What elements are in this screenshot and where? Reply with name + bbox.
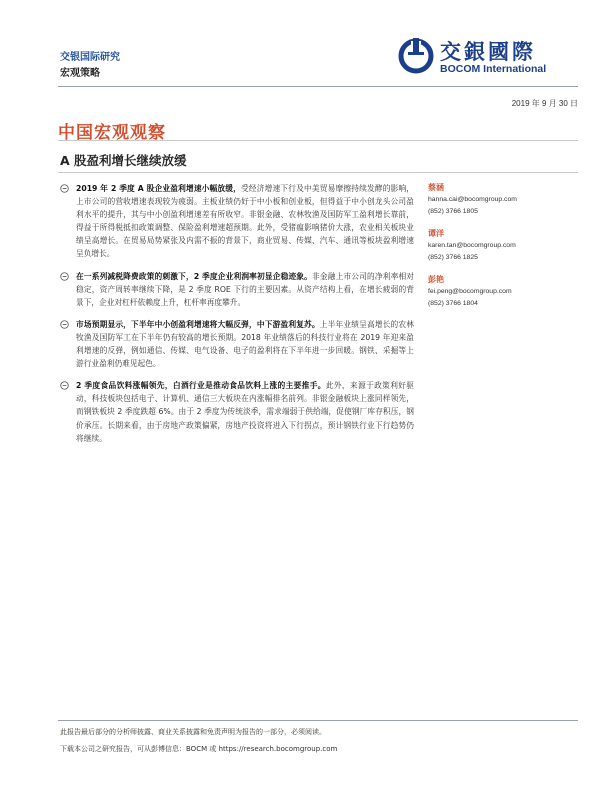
report-series: 宏观策略 (60, 68, 100, 79)
footer-disclaimer: 此报告最后部分的分析师披露、商业关系披露和免责声明为报告的一部分，必须阅读。 (60, 728, 326, 736)
logo-chinese-text: 交銀國際 (440, 39, 536, 64)
key-point (60, 379, 414, 444)
key-point-lead: 在一系列减税降费政策的刺激下，2 季度企业利润率初显企稳迹象。 (76, 271, 313, 281)
key-point (60, 318, 414, 370)
key-point-lead: 2 季度食品饮料涨幅领先，白酒行业是推动食品饮料上涨的主要推手。 (76, 381, 326, 391)
circle-minus-bullet-icon (60, 381, 69, 390)
analyst-name: 彭艳 (428, 275, 444, 284)
key-point (60, 182, 414, 261)
analyst-card (428, 182, 578, 217)
analyst-card (428, 274, 578, 309)
footer-divider (58, 720, 578, 721)
analyst-name: 蔡涵 (428, 183, 444, 192)
circle-minus-bullet-icon (60, 184, 69, 193)
analyst-phone: (852) 3766 1804 (428, 299, 478, 307)
header-divider (58, 86, 578, 87)
report-subtitle: A 股盈利增长继续放缓 (60, 153, 187, 168)
circle-minus-bullet-icon (60, 320, 69, 329)
logo-english-text: BOCOM International (440, 63, 547, 75)
title-divider (58, 140, 578, 141)
circle-minus-bullet-icon (60, 272, 69, 281)
key-point (60, 270, 414, 309)
footer-download-note[interactable]: 下载本公司之研究报告，可从彭博信息：BOCM 或 https://research.bocomgroup.com (60, 745, 338, 753)
key-point-body: 非金融上市公司的净利率相对稳定，资产周转率继续下降，是 2 季度 ROE 下行的主要因素。从资产结构上看，在增长疲弱的背景下，企业对杠杆依赖度上升，杠杆率再度攀升。 (76, 271, 414, 307)
key-point-body: 上半年业绩呈高增长的农林牧渔及国防军工在下半年仍有较高的增长预期。2018 年业绩落后的科技行业将在 2019 年迎来盈利增速的反弹，例如通信、传媒、电气设备、电子的盈利将在下半年进一步回暖。钢铁、采掘等上游行业盈利仍难见起色。 (76, 319, 414, 369)
analyst-email[interactable]: karen.tan@bocomgroup.com (428, 242, 516, 249)
analyst-panel (428, 182, 578, 320)
analyst-email[interactable]: hanna.cai@bocomgroup.com (428, 196, 517, 203)
key-point-lead: 市场预期显示，下半年中小创盈利增速将大幅反弹，中下游盈利复苏。 (76, 319, 320, 329)
analyst-card (428, 228, 578, 263)
key-point-body: 此外，来源于政策利好驱动，科技板块包括电子、计算机、通信三大板块在内涨幅排名前列。非银金融板块上涨同样领先，而钢铁板块 2 季度跌超 6%。由于 2 季度为传统淡季，需求端弱于供给端，促使钢厂库存积压，钢价承压。长期来看，由于房地产政策偏紧，房地产投资将进入下行拐点，预计钢铁行业下行趋势仍将继续。 (76, 381, 414, 443)
subtitle-divider (58, 172, 578, 173)
key-point-body: 受经济增速下行及中美贸易摩擦持续发酵的影响，上市公司的营收增速表现较为疲弱。主板业绩仍好于中小板和创业板，但得益于中小创龙头公司盈利水平的提升，其与中小创盈利增速差有所收窄。非银金融、农林牧渔及国防军工盈利增长靠前，得益于所得税抵扣政策调整、保险盈利增速超预期。此外，受猪瘟影响猪价大涨，农业相关板块业绩呈高增长。在贸易局势紧张及内需不振的背景下，商业贸易、传媒、汽车、通讯等板块盈利增速呈负增长。 (76, 184, 414, 259)
org-name: 交银国际研究 (60, 52, 120, 63)
key-point-lead: 2019 年 2 季度 A 股企业盈利增速小幅放缓， (76, 184, 242, 193)
analyst-name: 谭洋 (428, 229, 444, 238)
bocom-logo-icon (398, 38, 434, 74)
page-title: 中国宏观观察 (58, 123, 166, 143)
analyst-phone: (852) 3766 1825 (428, 253, 478, 261)
analyst-email[interactable]: fei.peng@bocomgroup.com (428, 288, 512, 295)
analyst-phone: (852) 3766 1805 (428, 207, 478, 215)
key-points (60, 182, 414, 454)
company-logo (398, 36, 578, 80)
report-date: 2019 年 9 月 30 日 (511, 99, 578, 108)
